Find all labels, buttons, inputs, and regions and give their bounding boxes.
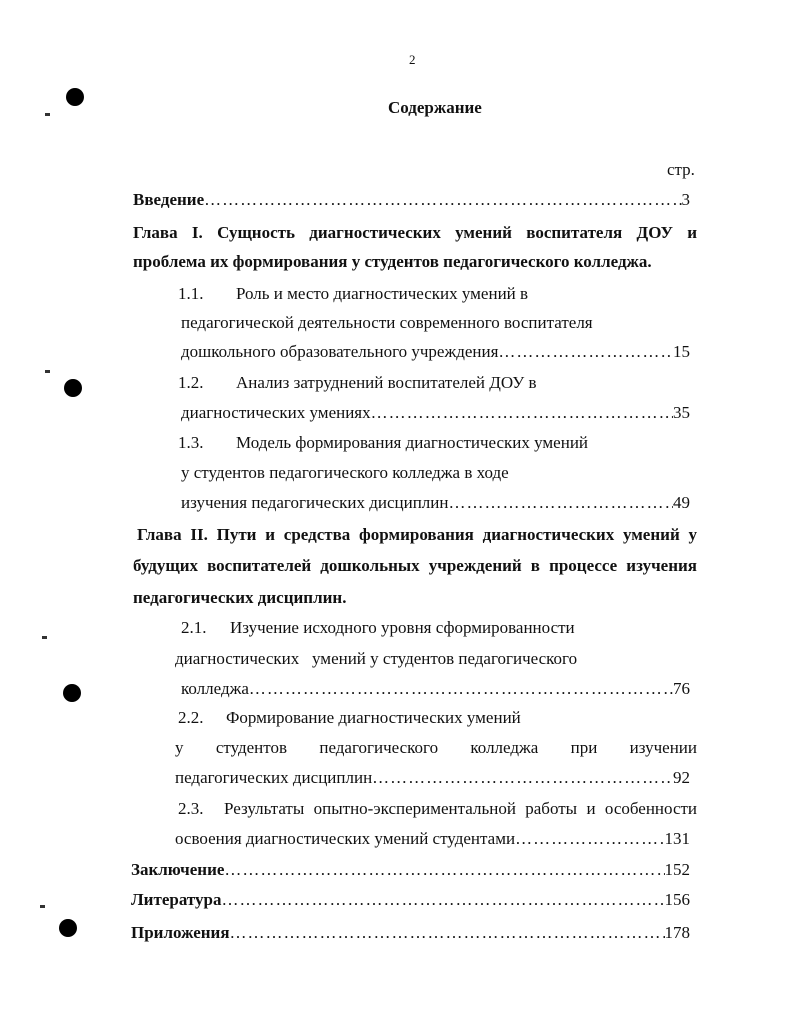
dot-leader xyxy=(498,342,673,362)
chapter1-title: Глава I. Сущность диагностических умений воспитателя ДОУ и xyxy=(133,223,698,242)
toc-entry-1-2[interactable]: диагностических умениях …………………………………………………………………………………………………………………………………………… 35 xyxy=(181,403,690,423)
dot-leader xyxy=(204,190,681,210)
toc-page: 3 xyxy=(681,190,690,209)
toc-entry-intro[interactable] xyxy=(133,190,690,210)
punch-hole xyxy=(59,919,77,937)
chapter2-title-line3: педагогических дисциплин. xyxy=(133,588,347,607)
page-title: Содержание xyxy=(388,98,482,117)
toc-entry-1-1[interactable]: дошкольного образовательного учреждения …………………………………………………………………………………………………………………………………………… 15 xyxy=(181,342,690,362)
punch-hole xyxy=(64,379,82,397)
toc-page: 152 xyxy=(664,860,690,879)
section-number: 1.3. xyxy=(178,433,204,452)
scan-speck xyxy=(42,636,47,639)
toc-page: 49 xyxy=(673,493,690,512)
scan-speck xyxy=(45,370,50,373)
section-title: Роль и место диагностических умений в xyxy=(236,284,529,303)
section-title: Результаты опытно-экспериментальной работы и особенности xyxy=(224,799,698,818)
toc-entry-literature[interactable]: Литература …………………………………………………………………………………………………………………………………………… 156 xyxy=(131,890,690,910)
section-title: диагностических умений у студентов педагогического xyxy=(175,649,578,668)
section-title: Анализ затруднений воспитателей ДОУ в xyxy=(236,373,537,392)
scan-speck xyxy=(40,905,45,908)
toc-label: Введение xyxy=(133,190,205,209)
section-number: 2.1. xyxy=(181,618,207,637)
section-title: у студентов педагогического колледжа при изучении xyxy=(175,738,697,757)
chapter1-title-line2: проблема их формирования у студентов педагогического колледжа. xyxy=(133,252,652,271)
toc-page: 76 xyxy=(673,679,690,698)
dot-leader xyxy=(230,923,665,943)
toc-page: 92 xyxy=(673,768,690,787)
chapter2-title: Глава II. Пути и средства формирования диагностических умений у xyxy=(137,525,697,544)
page-column-label: стр. xyxy=(667,160,695,179)
toc-page: 15 xyxy=(673,342,690,361)
toc-entry-conclusion[interactable]: Заключение …………………………………………………………………………………………………………………………………………… 152 xyxy=(131,860,690,880)
toc-page: 178 xyxy=(664,923,690,942)
toc-page: 131 xyxy=(664,829,690,848)
toc-entry-2-2[interactable]: педагогических дисциплин …………………………………………………………………………………………………………………………………………… 92 xyxy=(175,768,690,788)
section-title: педагогической деятельности современного воспитателя xyxy=(181,313,593,332)
toc-entry-2-3[interactable]: освоения диагностических умений студентами …………………………………………………………………………………………………………………………………………… 131 xyxy=(175,829,690,849)
section-number: 2.3. xyxy=(178,799,204,818)
punch-hole xyxy=(66,88,84,106)
section-title: у студентов педагогического колледжа в ходе xyxy=(181,463,509,482)
dot-leader xyxy=(371,403,673,423)
toc-page: 156 xyxy=(664,890,690,909)
section-number: 1.1. xyxy=(178,284,204,303)
page-number: 2 xyxy=(409,52,416,67)
toc-entry-2-1[interactable]: колледжа …………………………………………………………………………………………………………………………………………… 76 xyxy=(181,679,690,699)
section-title: Модель формирования диагностических умений xyxy=(236,433,589,452)
dot-leader xyxy=(221,890,664,910)
chapter2-title-line2: будущих воспитателей дошкольных учреждений в процессе изучения xyxy=(133,556,697,575)
scan-speck xyxy=(45,113,50,116)
dot-leader xyxy=(515,829,664,849)
dot-leader xyxy=(249,679,673,699)
punch-hole xyxy=(63,684,81,702)
section-title: Изучение исходного уровня сформированности xyxy=(230,618,575,637)
dot-leader xyxy=(224,860,664,880)
toc-entry-1-3[interactable]: изучения педагогических дисциплин …………………………………………………………………………………………………………………………………………… 49 xyxy=(181,493,690,513)
toc-entry-appendices[interactable]: Приложения …………………………………………………………………………………………………………………………………………… 178 xyxy=(131,923,690,943)
section-number: 2.2. xyxy=(178,708,204,727)
dot-leader xyxy=(448,493,673,513)
section-number: 1.2. xyxy=(178,373,204,392)
section-title: Формирование диагностических умений xyxy=(226,708,521,727)
dot-leader xyxy=(372,768,673,788)
toc-page: 35 xyxy=(673,403,690,422)
